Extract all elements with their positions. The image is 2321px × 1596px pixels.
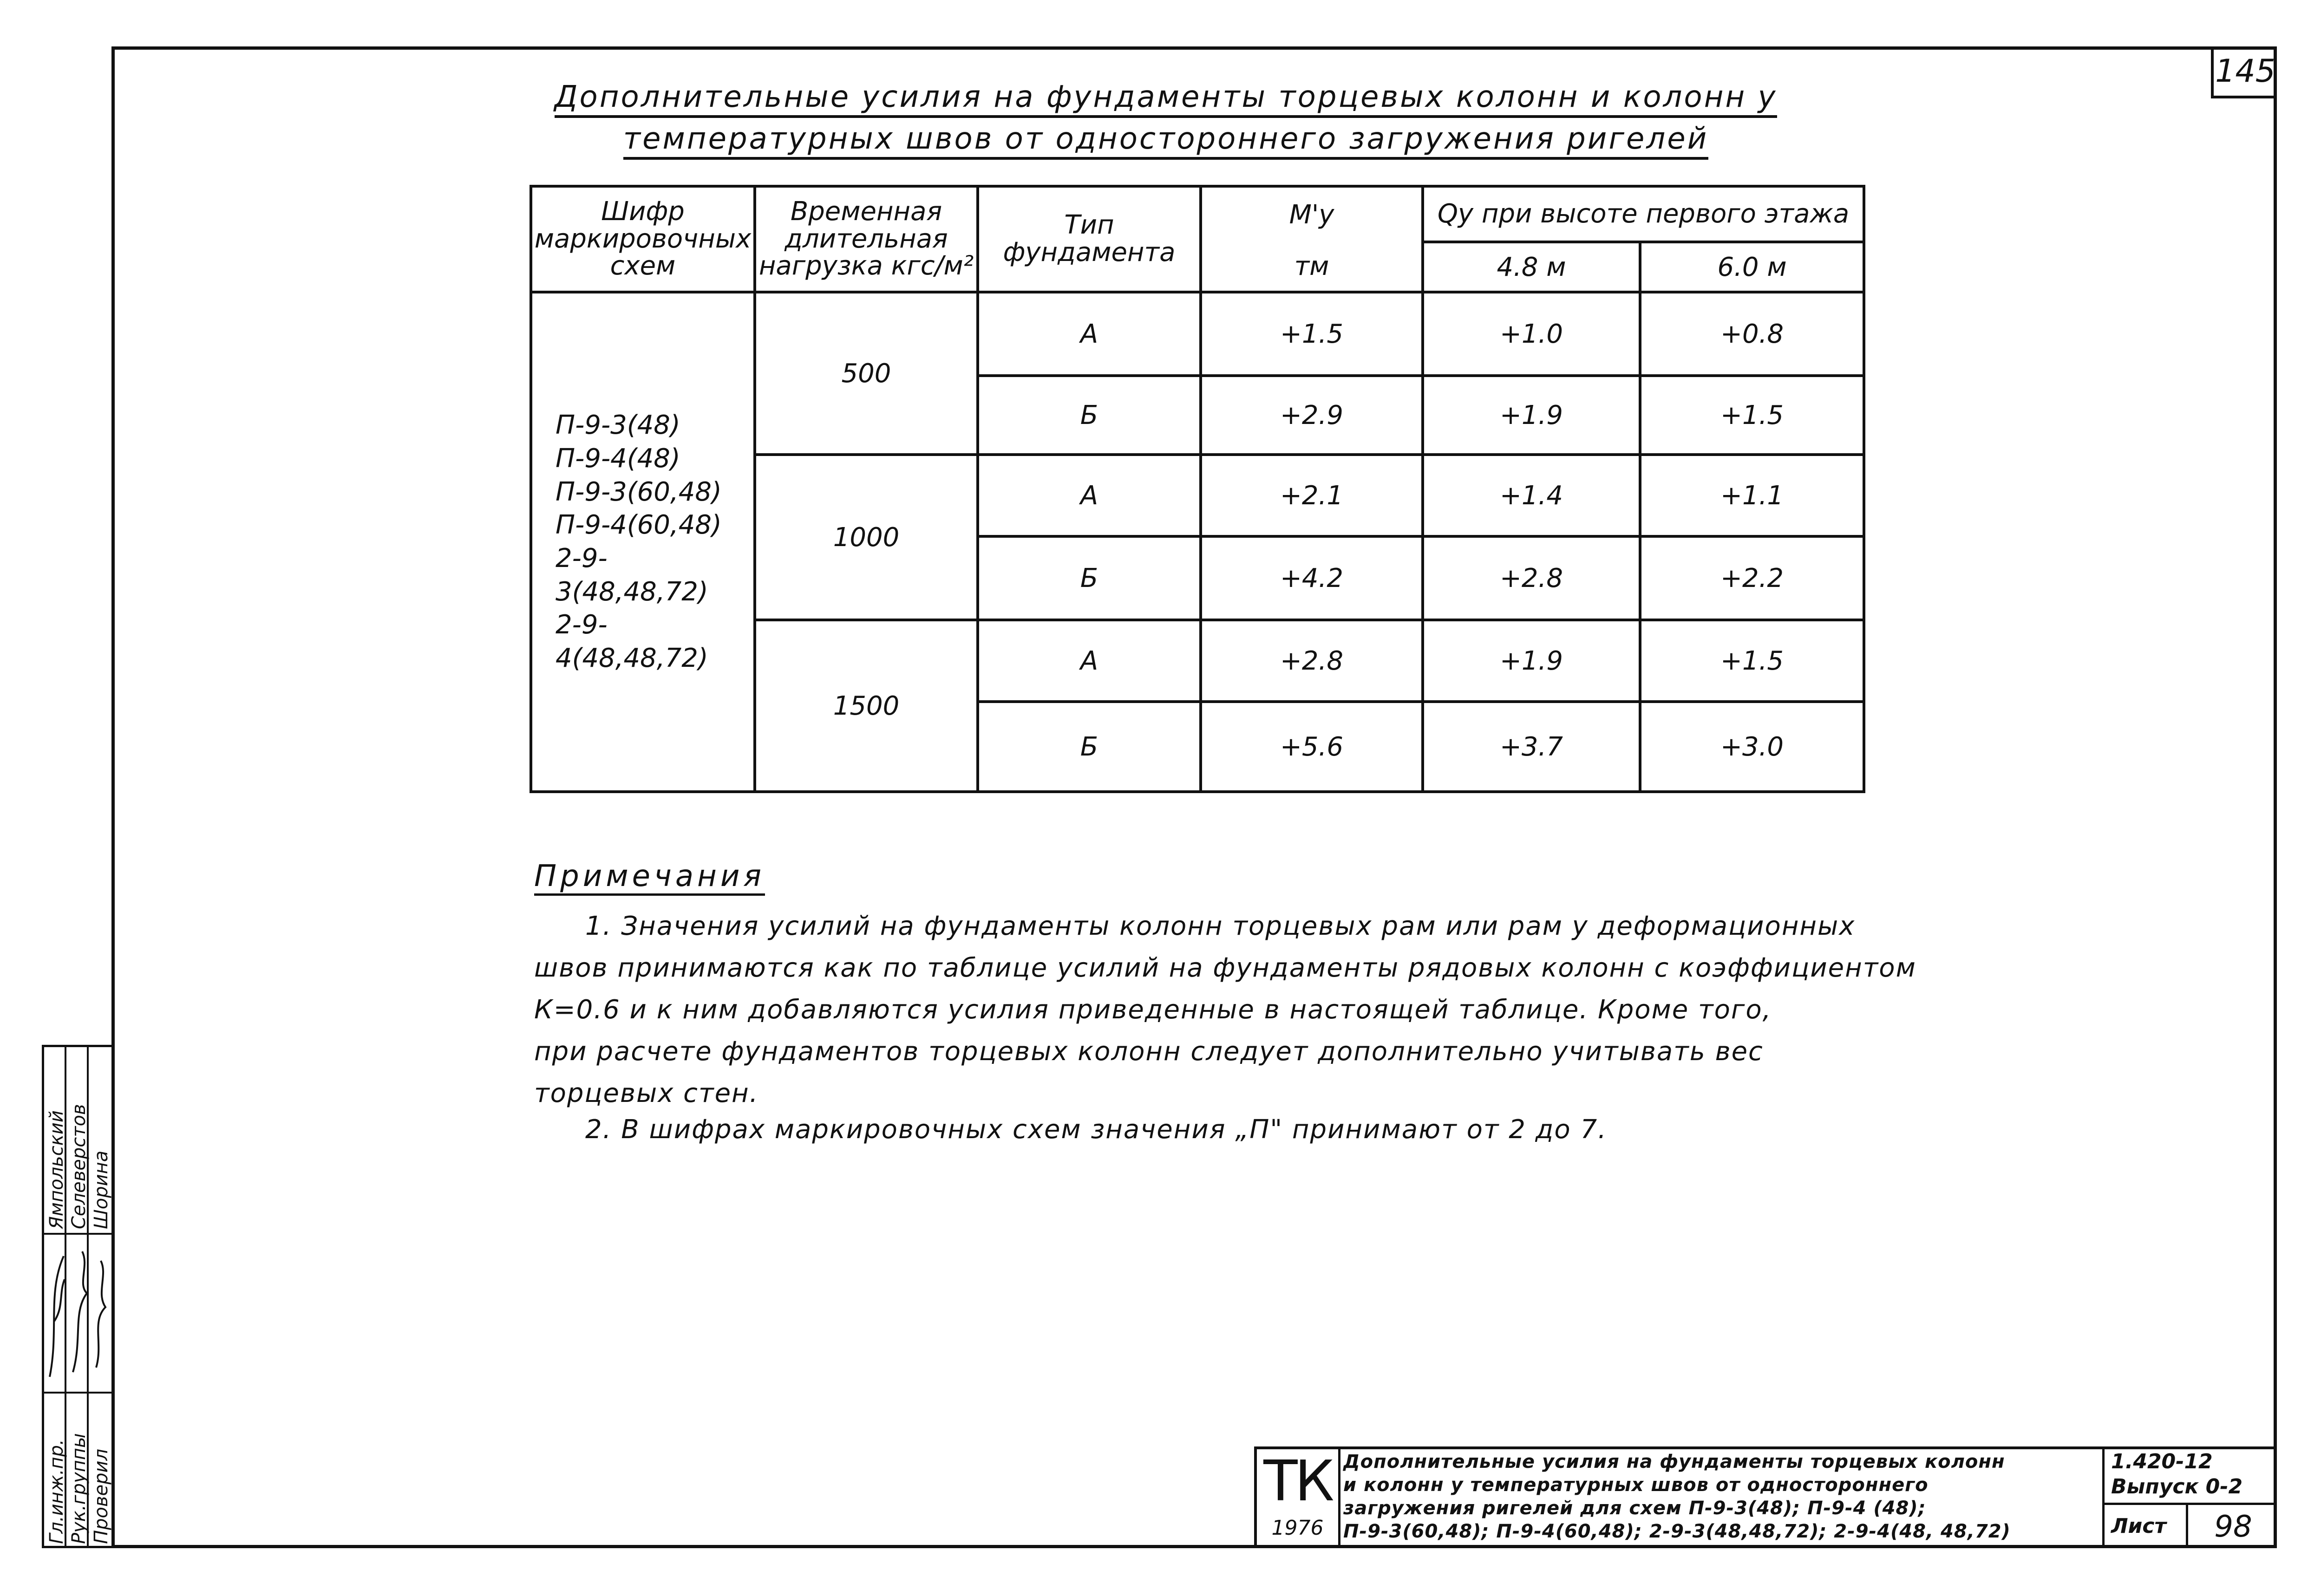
q48-cell: +1.4 [1423,455,1640,536]
notes-title: Примечания [534,859,765,893]
stamp-sheet-box [2102,1505,2276,1548]
q48-cell: +1.9 [1423,620,1640,702]
type-cell: Б [978,376,1201,455]
load-cell: 500 [755,292,978,455]
header-load: Временная длительная нагрузка кгс/м² [755,186,978,292]
q60-cell: +2.2 [1640,536,1864,620]
note-line: при расчете фундаментов торцевых колонн следует дополнительно учитывать вес [534,1036,1764,1067]
q60-cell: +1.5 [1640,376,1864,455]
note-line: 1. Значения усилий на фундаменты колонн торцевых рам или рам у деформационных [585,911,1856,941]
type-cell: А [978,620,1201,702]
approval-name: Ямпольский [46,1110,67,1229]
scheme-item: 2-9-4(48,48,72) [556,610,708,674]
approval-side-block [42,1045,111,1548]
q48-cell: +3.7 [1423,702,1640,792]
header-foundation-type: Тип фундамента [978,186,1201,292]
header-height-4-8: 4.8 м [1423,242,1640,292]
stamp-tk-label: ТК [1263,1449,1332,1514]
q48-cell: +1.9 [1423,376,1640,455]
type-cell: А [978,292,1201,376]
my-cell: +2.9 [1201,376,1423,455]
header-my-unit: тм [1201,242,1423,292]
header-scheme: Шифр маркировочных схем [531,186,755,292]
scheme-item: П-9-3(60,48) [556,476,722,507]
stamp-tk-box [1257,1449,1340,1548]
stamp-year: 1976 [1271,1516,1324,1540]
stamp-issue: Выпуск 0-2 [2111,1475,2243,1498]
note-line: К=0.6 и к ним добавляются усилия приведенные в настоящей таблице. Кроме того, [534,995,1772,1025]
load-cell: 1000 [755,455,978,620]
scheme-item: 2-9-3(48,48,72) [556,543,708,607]
note-line: торцевых стен. [534,1078,759,1108]
my-cell: +1.5 [1201,292,1423,376]
note-line: 2. В шифрах маркировочных схем значения „П" принимают от 2 до 7. [585,1114,1607,1145]
scheme-item: П-9-4(48) [556,443,680,474]
scheme-item: П-9-4(60,48) [556,510,722,541]
stamp-sheet-label: Лист [2111,1514,2166,1538]
sheet-number: 145 [2211,46,2277,98]
q48-cell: +2.8 [1423,536,1640,620]
schemes-cell [531,292,755,792]
q60-cell: +1.1 [1640,455,1864,536]
my-cell: +2.8 [1201,620,1423,702]
signatures-image [45,1238,110,1386]
q60-cell: +0.8 [1640,292,1864,376]
q48-cell: +1.0 [1423,292,1640,376]
note-line: швов принимаются как по таблице усилий на фундаменты рядовых колонн с коэффициентом [534,953,1916,983]
approval-name: Шорина [91,1150,112,1229]
scheme-item: П-9-3(48) [556,410,680,441]
stamp-description-line: и колонн у температурных швов от одностороннего [1343,1474,1929,1496]
approval-role: Гл.инж.пр. [46,1439,67,1544]
type-cell: А [978,455,1201,536]
my-cell: +5.6 [1201,702,1423,792]
stamp-description-line: загружения ригелей для схем П-9-3(48); П-9-4 (48); [1343,1498,1926,1519]
approval-role: Рук.группы [68,1433,90,1544]
header-qy: Qy при высоте первого этажа [1423,186,1864,242]
my-cell: +4.2 [1201,536,1423,620]
q60-cell: +3.0 [1640,702,1864,792]
stamp-description-line: П-9-3(60,48); П-9-4(60,48); 2-9-3(48,48,72); 2-9-4(48, 48,72) [1343,1521,2011,1542]
type-cell: Б [978,536,1201,620]
approval-role: Проверил [91,1448,112,1544]
q60-cell: +1.5 [1640,620,1864,702]
stamp-code-box [2102,1449,2276,1505]
my-cell: +2.1 [1201,455,1423,536]
title-block-stamp [1254,1446,2276,1548]
title-line-2: температурных швов от одностороннего загружения ригелей [488,122,1844,156]
load-cell: 1500 [755,620,978,792]
stamp-sheet-value: 98 [2186,1505,2278,1548]
header-height-6-0: 6.0 м [1640,242,1864,292]
forces-table [530,185,1865,793]
stamp-description [1343,1450,2105,1543]
stamp-description-line: Дополнительные усилия на фундаменты торцевых колонн [1343,1451,2005,1472]
header-my: M'y [1201,186,1423,242]
stamp-code: 1.420-12 [2111,1450,2213,1473]
approval-name: Селеверстов [68,1104,90,1229]
type-cell: Б [978,702,1201,792]
title-line-1: Дополнительные усилия на фундаменты торцевых колонн и колонн у [488,80,1844,114]
